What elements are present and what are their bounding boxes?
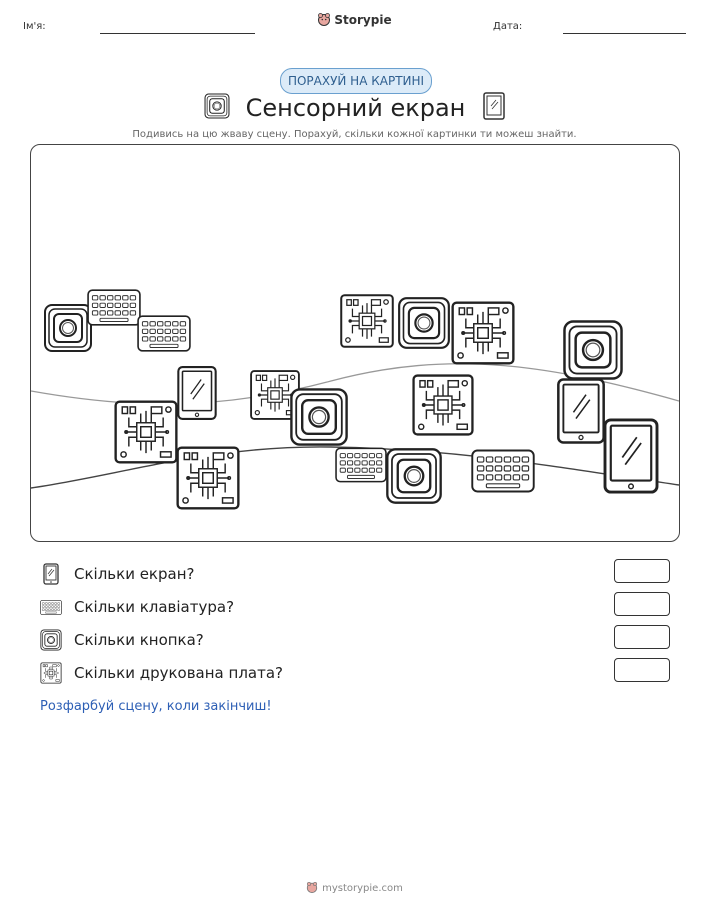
screen-icon <box>40 563 62 585</box>
keyboard-icon <box>40 596 62 618</box>
tablet-item <box>605 420 657 492</box>
tablet-item <box>558 380 603 443</box>
button-icon <box>204 93 230 119</box>
question-screen <box>40 560 600 588</box>
site-footer <box>0 881 709 894</box>
page-title-text: Сенсорний екран <box>245 94 466 122</box>
board-item <box>116 402 177 463</box>
board-item <box>341 295 393 347</box>
name-label: Ім'я: <box>23 21 46 32</box>
question-button <box>40 626 600 654</box>
keyboard-item <box>88 290 140 325</box>
keyboard-item <box>336 448 386 481</box>
count-badge: ПОРАХУЙ НА КАРТИНІ <box>280 68 432 94</box>
tablet-item <box>178 367 215 419</box>
circuit-board-icon <box>40 662 62 684</box>
name-field-line[interactable] <box>100 33 255 34</box>
screen-icon <box>483 92 505 120</box>
counting-scene <box>30 144 680 542</box>
button-icon <box>40 629 62 651</box>
answer-box-button[interactable] <box>614 625 670 649</box>
keyboard-item <box>472 451 533 492</box>
board-item <box>453 303 514 364</box>
keyboard-item <box>138 316 190 351</box>
button-item <box>45 305 91 351</box>
button-item <box>291 389 346 444</box>
question-text: Скільки клавіатура? <box>74 598 235 616</box>
answer-box-screen[interactable] <box>614 559 670 583</box>
instructions: Подивись на цю жваву сцену. Порахуй, скільки кожної картинки ти можеш знайти. <box>132 129 577 140</box>
answer-box-keyboard[interactable] <box>614 592 670 616</box>
board-item <box>178 448 239 509</box>
question-circuit-board <box>40 659 600 687</box>
brand-name: Storypie <box>334 13 392 27</box>
question-text: Скільки друкована плата? <box>74 664 283 682</box>
answer-box-circuit-board[interactable] <box>614 658 670 682</box>
scene-drawing <box>31 145 679 541</box>
question-text: Скільки кнопка? <box>74 631 204 649</box>
storypie-mascot-icon <box>317 12 331 26</box>
button-item <box>564 321 621 378</box>
button-item <box>387 449 440 502</box>
date-field-line[interactable] <box>563 33 686 34</box>
site-url[interactable]: mystorypie.com <box>322 883 403 894</box>
coloring-note: Розфарбуй сцену, коли закінчиш! <box>40 699 272 714</box>
board-item <box>414 376 473 435</box>
date-label: Дата: <box>493 21 523 32</box>
brand-logo <box>0 12 709 27</box>
question-text: Скільки екран? <box>74 565 195 583</box>
storypie-mascot-icon <box>306 881 318 893</box>
question-keyboard <box>40 593 600 621</box>
page-title <box>0 92 709 124</box>
button-item <box>399 298 449 348</box>
